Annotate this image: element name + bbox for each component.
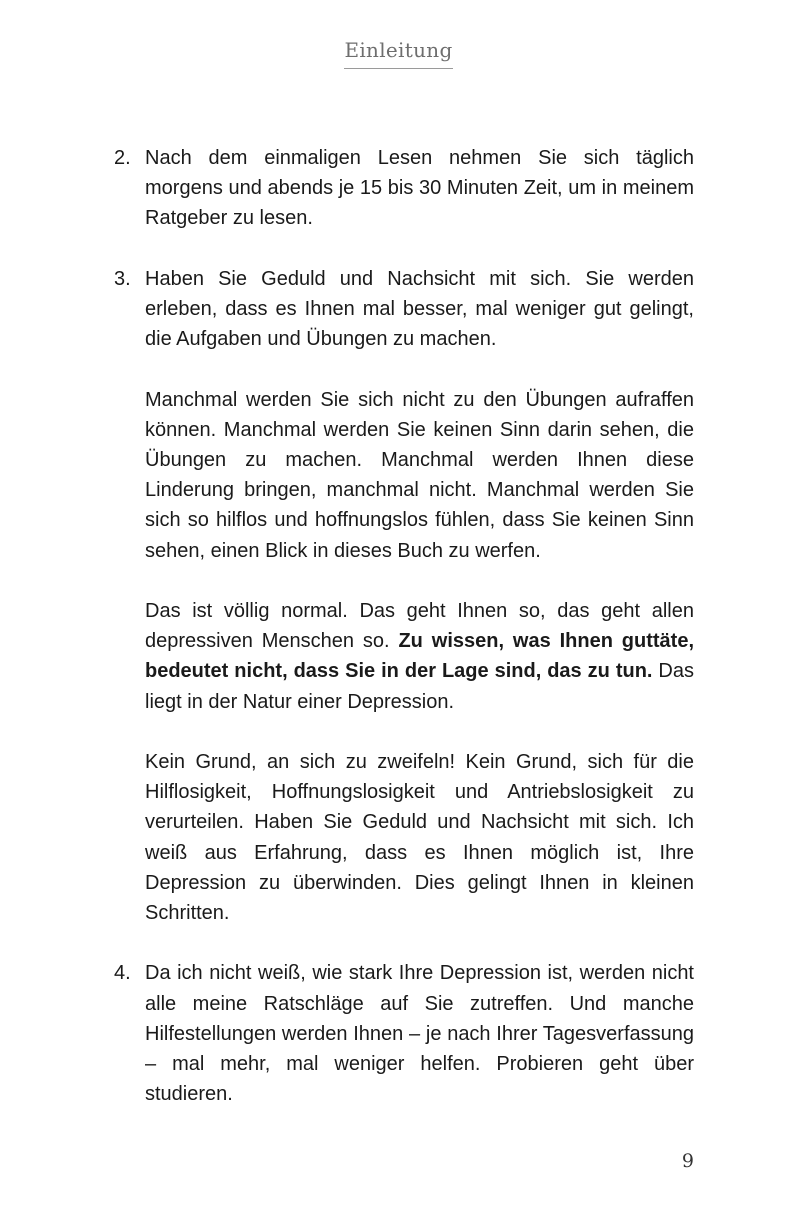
list-number: 3.	[114, 267, 131, 290]
list-item-2	[114, 143, 694, 234]
paragraph-normal-end: Das liegt in der Natur einer Depression.	[145, 660, 694, 713]
list-item-4	[114, 958, 694, 1109]
list-number: 2.	[114, 147, 131, 169]
paragraph-normal-emphasis: Zu wissen, was Ihnen guttäte, bedeutet nicht, dass Sie in der Lage sind, das zu tun.	[145, 630, 695, 683]
paragraph-normal-start: Das ist völlig normal. Das geht Ihnen so, das geht allen depressiven Menschen so.	[145, 600, 694, 653]
list-number: 4.	[114, 962, 131, 985]
list-item-text: Haben Sie Geduld und Nachsicht mit sich. Sie werden erleben, dass es Ihnen mal besser, mal weniger gut gelingt, die Aufgaben und Übungen zu machen.	[145, 267, 694, 351]
page-body	[114, 143, 694, 1109]
list-item-text: Da ich nicht weiß, wie stark Ihre Depression ist, werden nicht alle meine Ratschläge auf Sie zutreffen. Und manche Hilfestellungen werden Ihnen – je nach Ihrer Tagesverfassung – mal mehr, mal weniger helfen. Probieren geht über studieren.	[145, 962, 694, 1106]
chapter-title: Einleitung	[344, 38, 452, 69]
running-header	[0, 38, 797, 69]
list-item-text: Nach dem einmaligen Lesen nehmen Sie sich täglich morgens und abends je 15 bis 30 Minuten Zeit, um in meinem Ratgeber zu lesen.	[145, 147, 694, 230]
paragraph-kein-grund: Kein Grund, an sich zu zweifeln! Kein Grund, sich für die Hilflosigkeit, Hoffnungslosigkeit und Antriebslosigkeit zu verurteilen. Haben Sie Geduld und Nachsicht mit sich. Ich weiß aus Erfahrung, dass es Ihnen möglich ist, Ihre Depression zu überwinden. Dies gelingt Ihnen in kleinen Schritten.	[145, 751, 694, 925]
page-number: 9	[681, 1150, 694, 1172]
list-item-3	[114, 264, 694, 355]
paragraph-normal	[145, 596, 694, 717]
paragraph-manchmal: Manchmal werden Sie sich nicht zu den Übungen aufraffen können. Manchmal werden Sie keinen Sinn darin sehen, die Übungen zu machen. Manchmal werden Ihnen diese Linderung bringen, manchmal nicht. Manchmal werden Sie sich so hilflos und hoffnungslos fühlen, dass Sie keinen Sinn sehen, einen Blick in dieses Buch zu werfen.	[145, 388, 694, 562]
